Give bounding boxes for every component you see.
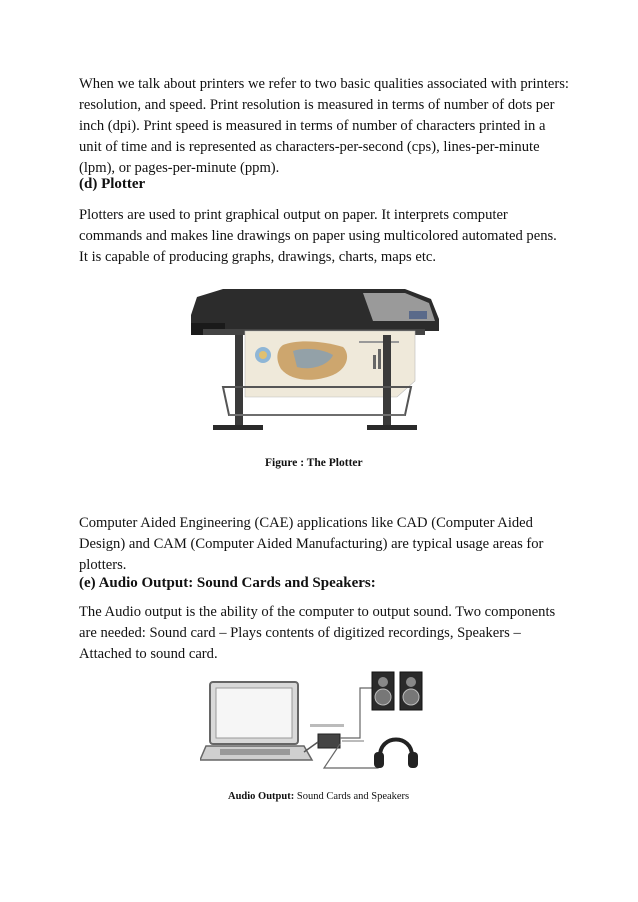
- audio-heading: (e) Audio Output: Sound Cards and Speakers:: [79, 575, 376, 591]
- audio-paragraph: The Audio output is the ability of the computer to output sound. Two components are needed: Sound card – Plays contents of digitized recordings, Speakers – Attached to sound card.: [79, 604, 556, 662]
- audio-caption-bold: Audio Output:: [228, 791, 295, 802]
- cae-paragraph: Computer Aided Engineering (CAE) applications like CAD (Computer Aided Design) and CAM (Computer Aided Manufacturing) are typical usage areas for plotters.: [79, 515, 544, 573]
- audio-output-image: [200, 668, 438, 778]
- plotter-image: [183, 285, 445, 435]
- plotter-heading: (d) Plotter: [79, 176, 146, 192]
- audio-caption-rest: Sound Cards and Speakers: [294, 791, 410, 802]
- audio-caption: [228, 791, 409, 802]
- plotter-caption: Figure : The Plotter: [265, 457, 363, 469]
- plotter-paragraph: Plotters are used to print graphical output on paper. It interprets computer commands and makes line drawings on paper using multicolored automated pens. It is capable of producing graphs, drawings, charts, maps etc.: [79, 207, 557, 265]
- intro-paragraph: When we talk about printers we refer to two basic qualities associated with printers: resolution, and speed. Print resolution is measured in terms of number of dots per inch (dpi). Print speed is measured in terms of number of characters printed in a unit of time and is represented as characters-per-second (cps), lines-per-minute (lpm), or pages-per-minute (ppm).: [79, 76, 569, 176]
